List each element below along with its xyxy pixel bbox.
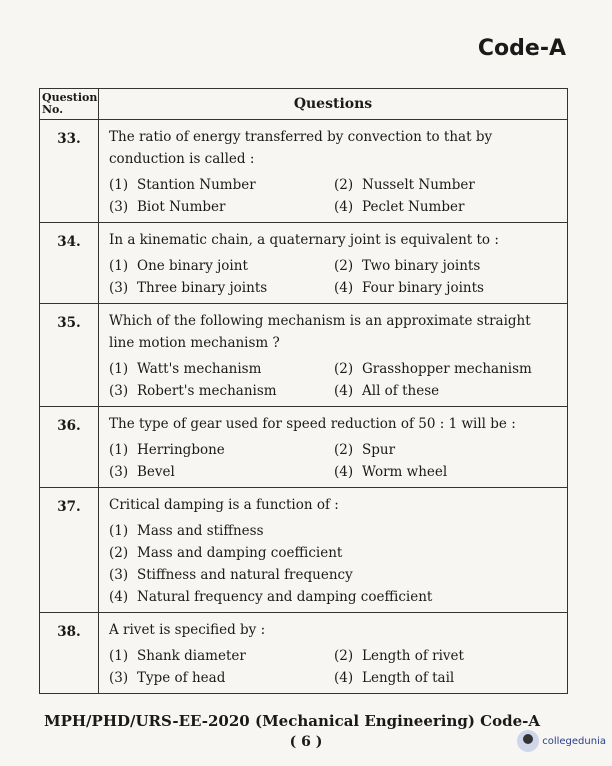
question-row bbox=[40, 120, 568, 223]
option bbox=[334, 439, 559, 461]
questions-body bbox=[40, 120, 568, 694]
question-text: The type of gear used for speed reduction of 50 : 1 will be : bbox=[109, 416, 516, 432]
question-row bbox=[40, 407, 568, 488]
option bbox=[334, 196, 559, 218]
option-text: Peclet Number bbox=[362, 199, 465, 215]
option-text: Stantion Number bbox=[137, 177, 256, 193]
question-number: 35. bbox=[40, 304, 99, 407]
option-text: Robert's mechanism bbox=[137, 383, 277, 399]
options-list bbox=[109, 439, 559, 483]
option-text: All of these bbox=[362, 383, 440, 399]
option bbox=[334, 255, 559, 277]
option-number: (1) bbox=[109, 523, 129, 539]
option-number: (3) bbox=[109, 280, 129, 296]
option-number: (2) bbox=[334, 177, 354, 193]
option bbox=[109, 196, 334, 218]
footer-title: MPH/PHD/URS-EE-2020 (Mechanical Engineering) Code-A bbox=[44, 712, 541, 730]
option-number: (4) bbox=[334, 464, 354, 480]
option-number: (1) bbox=[109, 442, 129, 458]
option bbox=[109, 542, 559, 564]
question-number: 37. bbox=[40, 488, 99, 613]
question-text: A rivet is specified by : bbox=[109, 622, 266, 638]
option-number: (1) bbox=[109, 361, 129, 377]
option-number: (1) bbox=[109, 648, 129, 664]
option bbox=[109, 277, 334, 299]
option-text: Spur bbox=[362, 442, 396, 458]
brand-logo-icon bbox=[517, 730, 539, 752]
option-number: (3) bbox=[109, 199, 129, 215]
question-no-header: Question No. bbox=[40, 89, 99, 120]
paper-code: Code-A bbox=[477, 36, 566, 61]
option-text: Stiffness and natural frequency bbox=[137, 567, 353, 583]
question-row bbox=[40, 488, 568, 613]
option-text: Herringbone bbox=[137, 442, 225, 458]
option bbox=[334, 358, 559, 380]
question-number: 38. bbox=[40, 613, 99, 694]
option bbox=[109, 174, 334, 196]
question-text: The ratio of energy transferred by convection to that by conduction is called : bbox=[109, 129, 493, 167]
option bbox=[109, 667, 334, 689]
option-text: Grasshopper mechanism bbox=[362, 361, 532, 377]
questions-table bbox=[39, 88, 568, 694]
option bbox=[334, 380, 559, 402]
question-text: Critical damping is a function of : bbox=[109, 497, 339, 513]
option bbox=[109, 358, 334, 380]
options-list bbox=[109, 255, 559, 299]
option-number: (4) bbox=[334, 199, 354, 215]
option bbox=[109, 380, 334, 402]
question-cell bbox=[99, 613, 568, 694]
option bbox=[109, 439, 334, 461]
option-number: (1) bbox=[109, 177, 129, 193]
option-number: (2) bbox=[334, 361, 354, 377]
option bbox=[334, 277, 559, 299]
options-list bbox=[109, 520, 559, 608]
option-text: Worm wheel bbox=[362, 464, 448, 480]
option-number: (3) bbox=[109, 567, 129, 583]
option-text: Mass and stiffness bbox=[137, 523, 264, 539]
option-number: (3) bbox=[109, 383, 129, 399]
option-text: Watt's mechanism bbox=[137, 361, 262, 377]
brand-name: collegedunia bbox=[542, 735, 606, 747]
option-number: (3) bbox=[109, 670, 129, 686]
option-text: Type of head bbox=[137, 670, 226, 686]
question-cell bbox=[99, 223, 568, 304]
option-text: Length of rivet bbox=[362, 648, 464, 664]
option bbox=[109, 255, 334, 277]
question-row bbox=[40, 304, 568, 407]
option-text: Length of tail bbox=[362, 670, 455, 686]
option-text: Biot Number bbox=[137, 199, 226, 215]
option-number: (4) bbox=[334, 670, 354, 686]
option bbox=[109, 586, 559, 608]
option bbox=[109, 461, 334, 483]
options-list bbox=[109, 645, 559, 689]
option-text: Shank diameter bbox=[137, 648, 246, 664]
option bbox=[109, 520, 559, 542]
option bbox=[334, 645, 559, 667]
option-number: (2) bbox=[334, 442, 354, 458]
option bbox=[334, 174, 559, 196]
option-text: Two binary joints bbox=[362, 258, 481, 274]
option-text: Four binary joints bbox=[362, 280, 484, 296]
option bbox=[334, 667, 559, 689]
option-number: (2) bbox=[334, 258, 354, 274]
question-cell bbox=[99, 304, 568, 407]
option-text: One binary joint bbox=[137, 258, 248, 274]
question-text: In a kinematic chain, a quaternary joint is equivalent to : bbox=[109, 232, 499, 248]
question-row bbox=[40, 613, 568, 694]
options-list bbox=[109, 174, 559, 218]
question-number: 36. bbox=[40, 407, 99, 488]
option-text: Three binary joints bbox=[137, 280, 268, 296]
option-number: (1) bbox=[109, 258, 129, 274]
option-text: Bevel bbox=[137, 464, 175, 480]
question-cell bbox=[99, 407, 568, 488]
option bbox=[109, 564, 559, 586]
question-number: 34. bbox=[40, 223, 99, 304]
option bbox=[334, 461, 559, 483]
question-cell bbox=[99, 120, 568, 223]
option-number: (4) bbox=[334, 383, 354, 399]
questions-header: Questions bbox=[99, 89, 568, 120]
question-text: Which of the following mechanism is an approximate straight line motion mechanism ? bbox=[109, 313, 531, 351]
question-number: 33. bbox=[40, 120, 99, 223]
option-number: (2) bbox=[109, 545, 129, 561]
watermark-brand bbox=[517, 730, 606, 752]
option bbox=[109, 645, 334, 667]
option-number: (4) bbox=[109, 589, 129, 605]
table-header-row bbox=[40, 89, 568, 120]
question-row bbox=[40, 223, 568, 304]
option-number: (2) bbox=[334, 648, 354, 664]
option-text: Nusselt Number bbox=[362, 177, 475, 193]
option-number: (3) bbox=[109, 464, 129, 480]
page-number: ( 6 ) bbox=[289, 734, 323, 750]
option-text: Mass and damping coefficient bbox=[137, 545, 343, 561]
options-list bbox=[109, 358, 559, 402]
question-cell bbox=[99, 488, 568, 613]
option-number: (4) bbox=[334, 280, 354, 296]
option-text: Natural frequency and damping coefficient bbox=[137, 589, 433, 605]
